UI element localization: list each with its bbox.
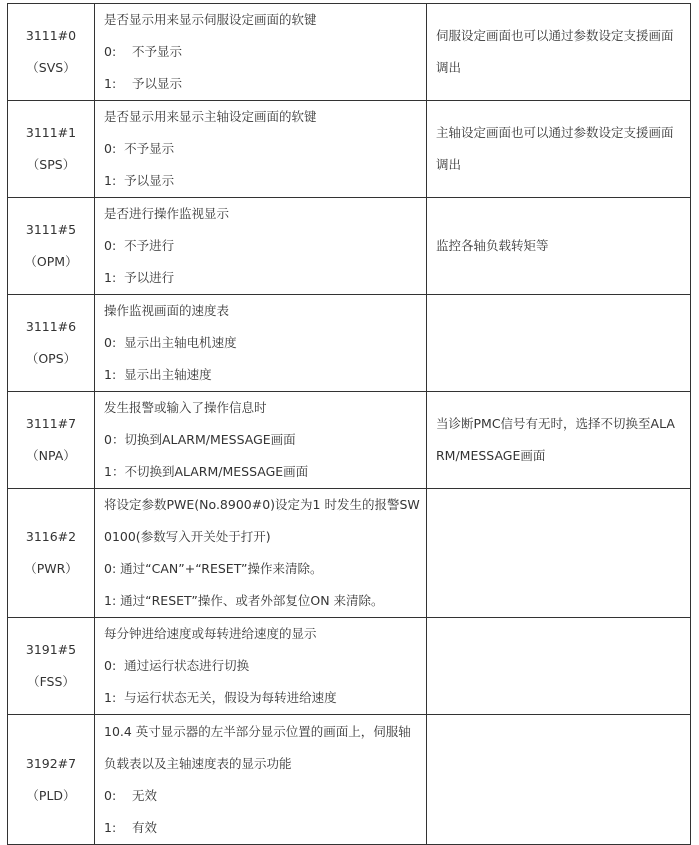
param-number: 3111#5	[25, 222, 77, 237]
param-code: （SPS）	[26, 157, 76, 172]
table-row	[8, 489, 691, 618]
description-line: 0: 不予进行	[104, 238, 175, 253]
table-row	[8, 295, 691, 392]
param-note-cell	[427, 489, 691, 618]
table-row	[8, 198, 691, 295]
description-line: 1: 予以显示	[104, 173, 175, 188]
description-line: 将设定参数PWE(No.8900#0)设定为1 时发生的报警SW0100(参数写入开关处于打开)	[104, 497, 420, 544]
description-line: 10.4 英寸显示器的左半部分显示位置的画面上，伺服轴负载表以及主轴速度表的显示功能	[104, 723, 411, 771]
param-number-cell	[8, 295, 95, 392]
param-number: 3111#6	[25, 319, 77, 334]
param-code: （OPS）	[25, 351, 77, 366]
param-description-cell	[95, 198, 427, 295]
description-line: 是否进行操作监视显示	[104, 206, 230, 221]
param-number-cell	[8, 715, 95, 845]
param-number-cell	[8, 392, 95, 489]
param-code: （OPM）	[24, 254, 78, 269]
param-number: 3192#7	[25, 755, 77, 771]
description-line: 1：不切换到ALARM/MESSAGE画面	[104, 464, 309, 479]
param-note-cell	[427, 198, 691, 295]
param-note-cell	[427, 618, 691, 715]
description-line: 0：切换到ALARM/MESSAGE画面	[104, 432, 296, 447]
description-line: 1: 与运行状态无关，假设为每转进给速度	[104, 690, 337, 705]
description-line: 是否显示用来显示主轴设定画面的软键	[104, 109, 317, 124]
param-note-cell	[427, 392, 691, 489]
description-line: 1: 显示出主轴速度	[104, 367, 212, 382]
param-code: （FSS）	[27, 674, 75, 689]
param-number: 3111#1	[25, 125, 77, 140]
description-line: 0: 通过运行状态进行切换	[104, 658, 250, 673]
param-code: （PLD）	[26, 787, 76, 803]
description-line: 1: 予以显示	[104, 76, 183, 91]
param-description-cell	[95, 618, 427, 715]
description-line: 0: 无效	[104, 787, 158, 803]
param-code: （NPA）	[26, 448, 76, 463]
param-number: 3111#7	[25, 416, 77, 431]
description-line: 1: 有效	[104, 819, 158, 835]
description-line: 1: 予以进行	[104, 270, 175, 285]
param-number-cell	[8, 101, 95, 198]
note-text: 伺服设定画面也可以通过参数设定支援画面调出	[436, 28, 674, 75]
param-number-cell	[8, 489, 95, 618]
description-line: 0: 不予显示	[104, 44, 183, 59]
description-line: 0: 通过“CAN”+“RESET”操作来清除。	[104, 561, 323, 576]
param-note-cell	[427, 101, 691, 198]
param-number: 3191#5	[25, 642, 77, 657]
table-row	[8, 392, 691, 489]
note-text: 主轴设定画面也可以通过参数设定支援画面调出	[436, 125, 674, 172]
table-row	[8, 4, 691, 101]
param-description-cell	[95, 101, 427, 198]
param-code: （SVS）	[26, 60, 76, 75]
param-number: 3116#2	[25, 529, 77, 544]
description-line: 1: 通过“RESET”操作、或者外部复位ON 来清除。	[104, 593, 384, 608]
description-line: 是否显示用来显示伺服设定画面的软键	[104, 12, 317, 27]
param-description-cell	[95, 489, 427, 618]
note-text: 监控各轴负载转矩等	[436, 238, 549, 253]
parameter-table	[7, 3, 691, 845]
param-description-cell	[95, 392, 427, 489]
description-line: 每分钟进给速度或每转进给速度的显示	[104, 626, 317, 641]
param-number-cell	[8, 198, 95, 295]
description-line: 0: 不予显示	[104, 141, 175, 156]
param-note-cell	[427, 4, 691, 101]
description-line: 发生报警或输入了操作信息时	[104, 400, 267, 415]
note-text: 当诊断PMC信号有无时，选择不切换至ALARM/MESSAGE画面	[436, 416, 675, 463]
param-number-cell	[8, 618, 95, 715]
table-row	[8, 101, 691, 198]
param-number: 3111#0	[25, 28, 77, 43]
param-code: （PWR）	[24, 561, 78, 576]
description-line: 操作监视画面的速度表	[104, 303, 230, 318]
param-note-cell	[427, 295, 691, 392]
param-description-cell	[95, 295, 427, 392]
table-row	[8, 715, 691, 845]
param-description-cell	[95, 4, 427, 101]
param-description-cell	[95, 715, 427, 845]
param-note-cell	[427, 715, 691, 845]
description-line: 0: 显示出主轴电机速度	[104, 335, 237, 350]
table-row	[8, 618, 691, 715]
param-number-cell	[8, 4, 95, 101]
